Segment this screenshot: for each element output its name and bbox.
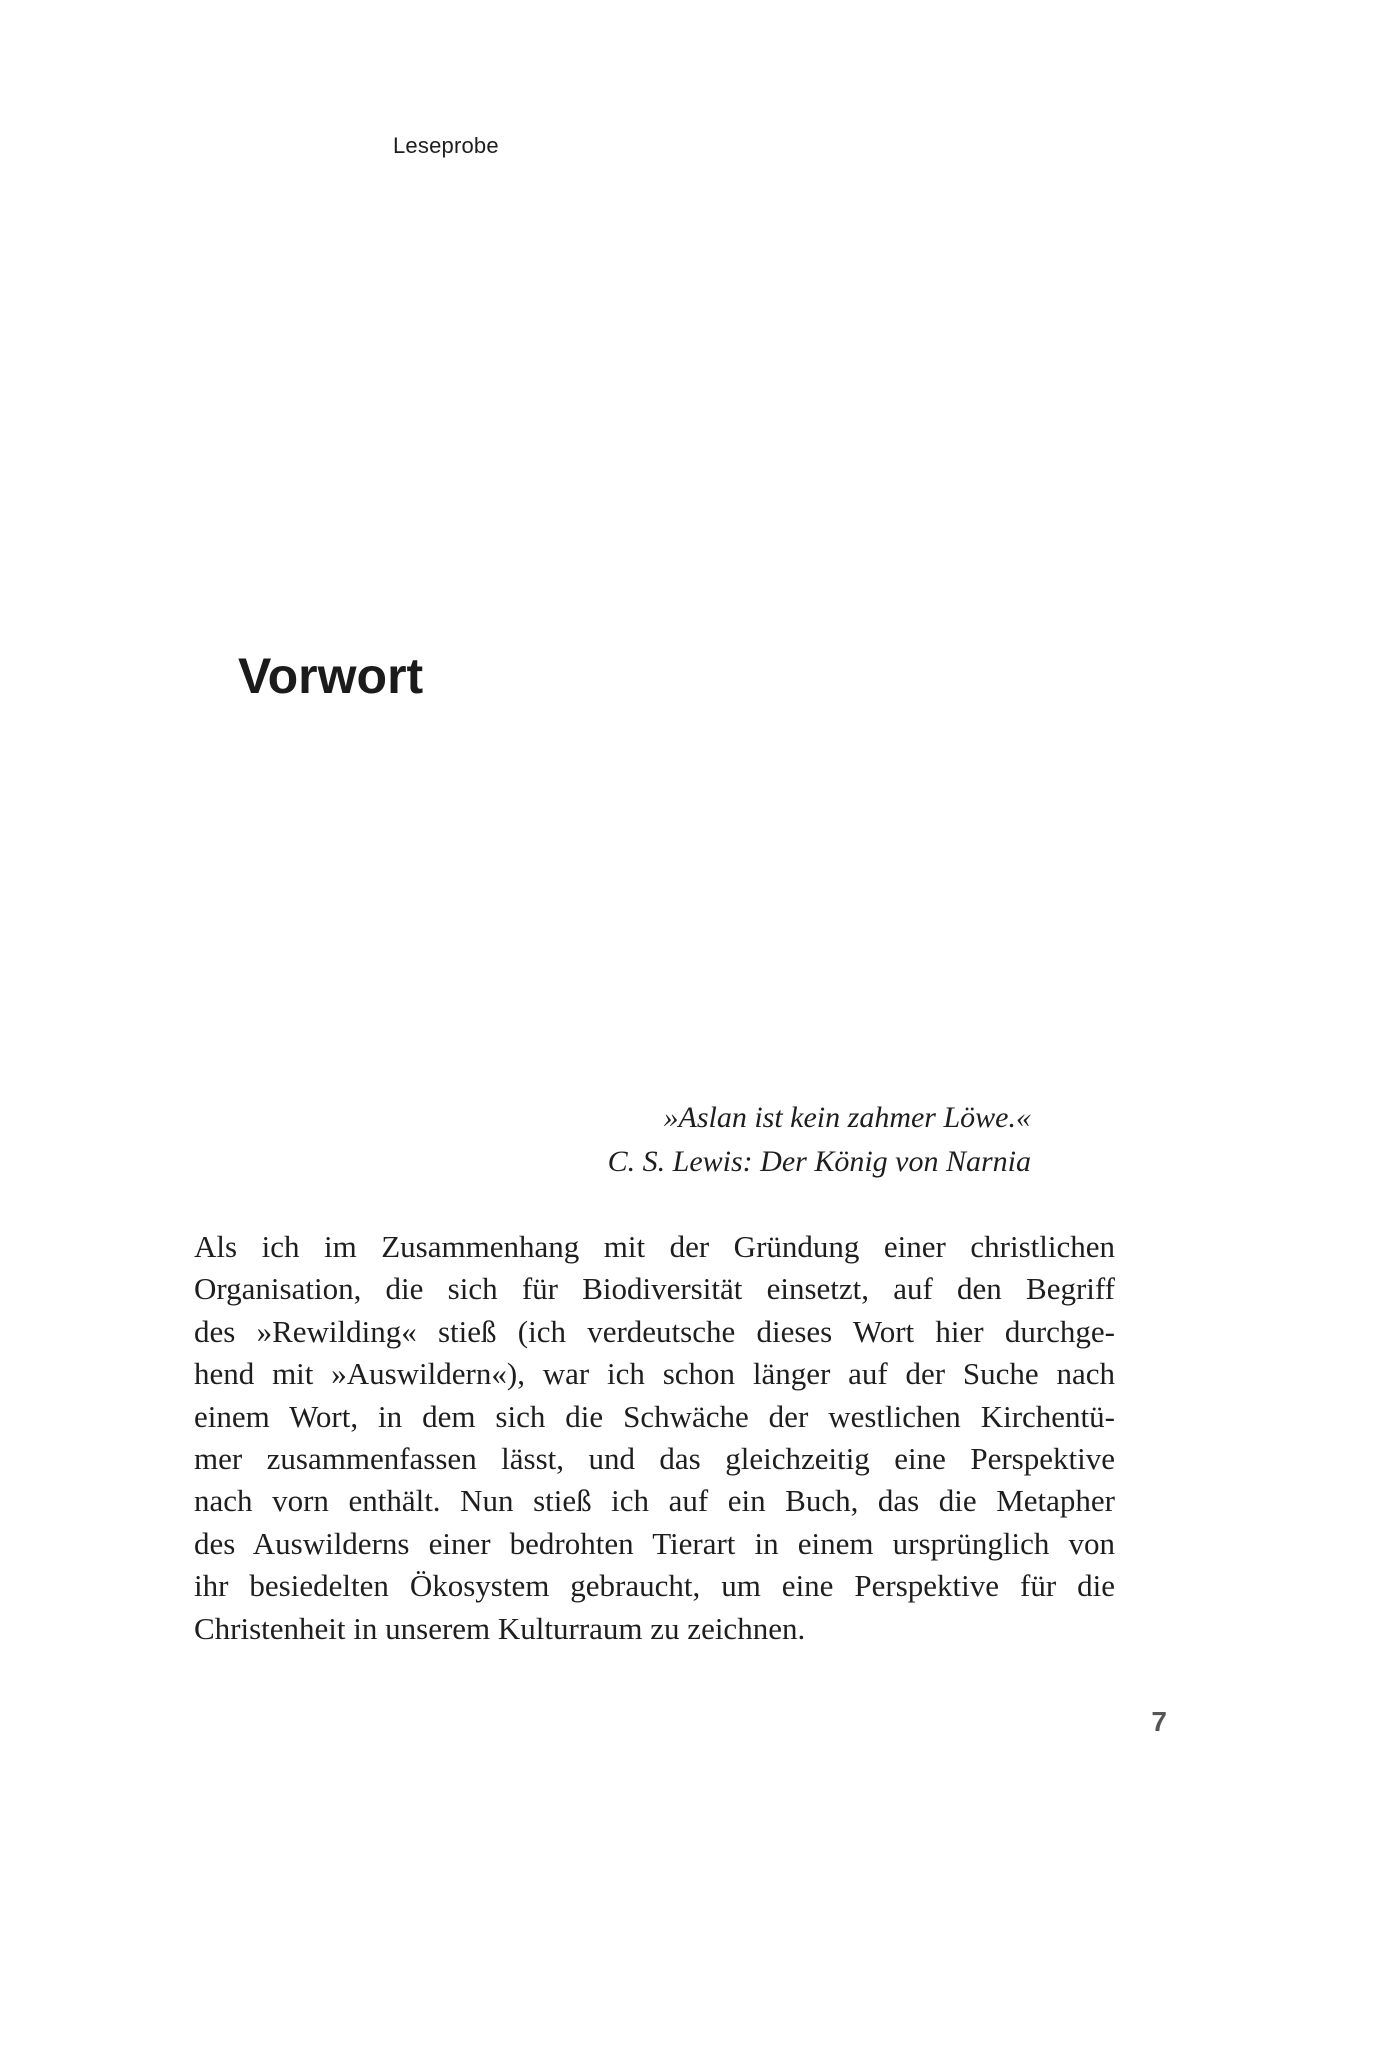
paragraph-line: hend mit »Auswildern«), war ich schon länger auf der Suche nach bbox=[194, 1356, 1115, 1392]
paragraph-line: des Auswilderns einer bedrohten Tierart in einem ursprünglich von bbox=[194, 1525, 1115, 1561]
paragraph-line: Organisation, die sich für Biodiversität einsetzt, auf den Begriff bbox=[194, 1271, 1115, 1307]
running-header: Leseprobe bbox=[393, 133, 499, 158]
page-number: 7 bbox=[1151, 1706, 1167, 1737]
paragraph-line: einem Wort, in dem sich die Schwäche der westlichen Kirchentü- bbox=[194, 1398, 1115, 1434]
epigraph-attribution: C. S. Lewis: Der König von Narnia bbox=[607, 1145, 1031, 1178]
paragraph-line: mer zusammenfassen lässt, und das gleichzeitig eine Perspektive bbox=[194, 1440, 1115, 1476]
paragraph-line: nach vorn enthält. Nun stieß ich auf ein Buch, das die Metapher bbox=[194, 1483, 1115, 1519]
paragraph-line: Christenheit in unserem Kulturraum zu zeichnen. bbox=[194, 1610, 806, 1646]
paragraph-line: Als ich im Zusammenhang mit der Gründung einer christlichen bbox=[194, 1229, 1115, 1264]
epigraph-quote: »Aslan ist kein zahmer Löwe.« bbox=[663, 1101, 1031, 1134]
body-paragraph bbox=[194, 1226, 1115, 1650]
chapter-title: Vorwort bbox=[238, 648, 424, 704]
paragraph-line: ihr besiedelten Ökosystem gebraucht, um eine Perspektive für die bbox=[194, 1568, 1115, 1604]
epigraph bbox=[608, 1096, 1031, 1184]
paragraph-line: des »Rewilding« stieß (ich verdeutsche dieses Wort hier durchge- bbox=[194, 1313, 1115, 1349]
